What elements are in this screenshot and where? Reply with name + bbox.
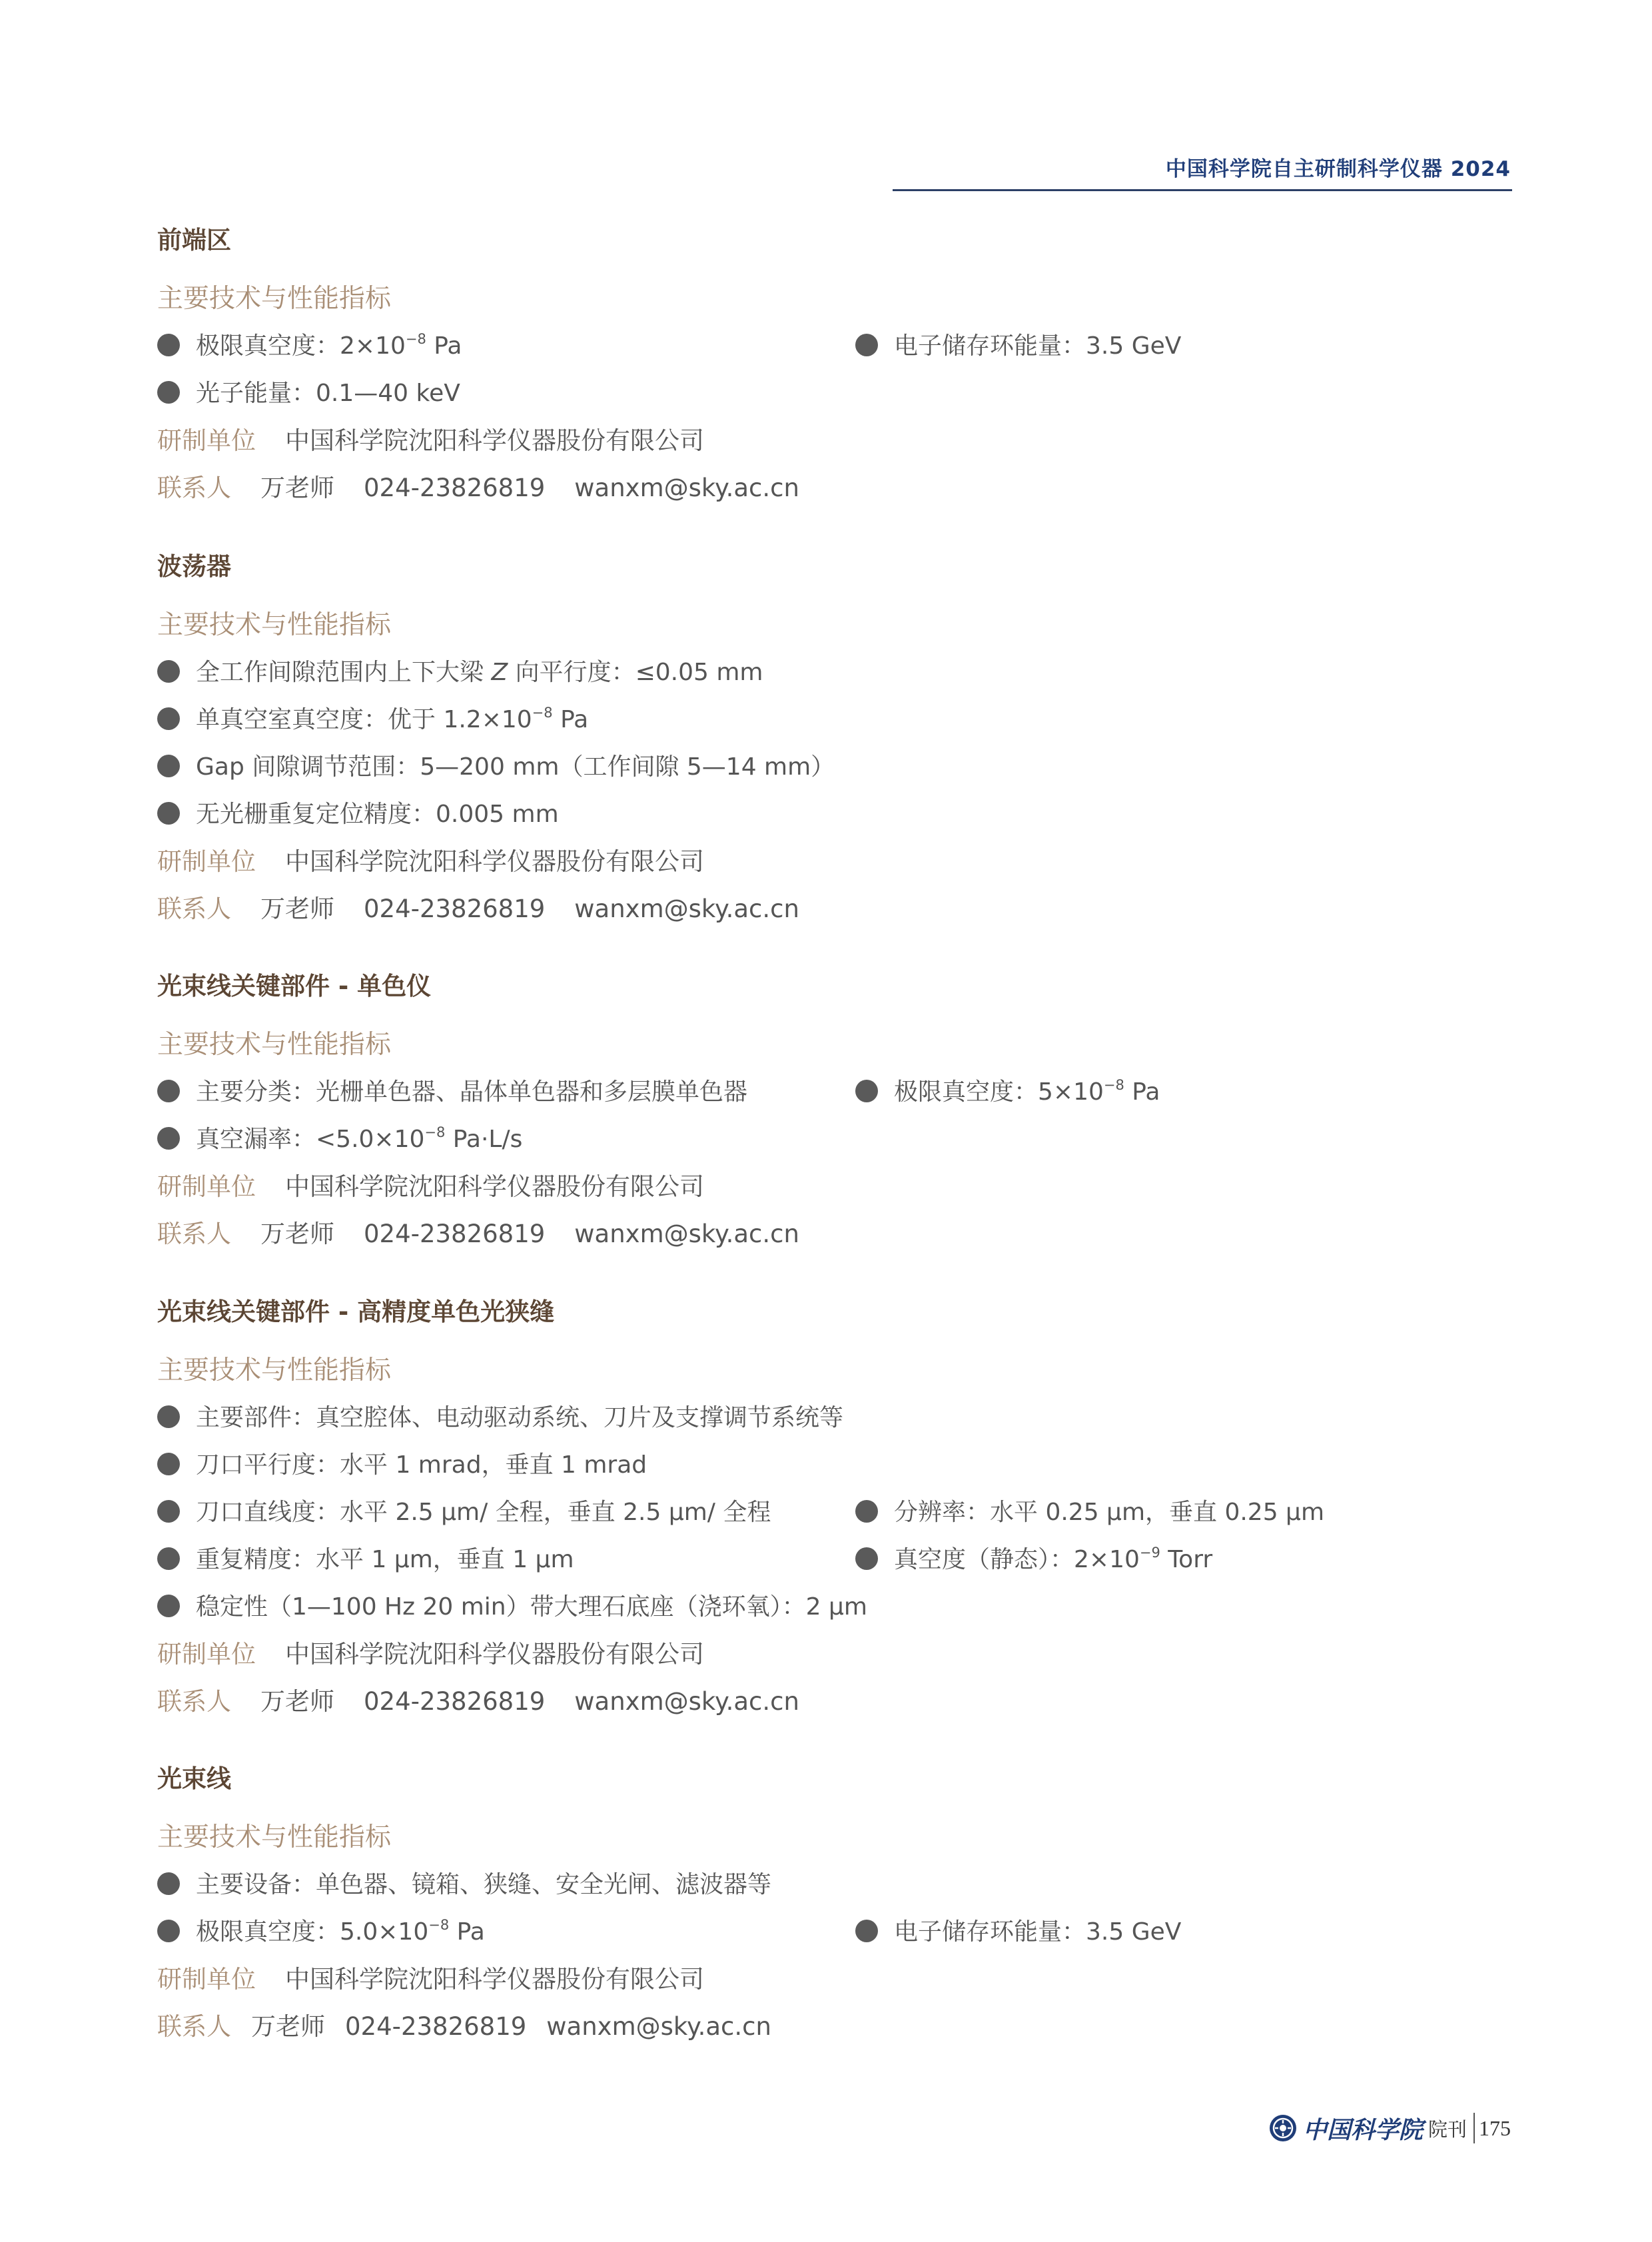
spec-item: 主要分类：光栅单色器、晶体单色器和多层膜单色器 [157,1068,747,1116]
specs-heading: 主要技术与性能指标 [157,1030,392,1060]
spec-row [157,370,1516,417]
contact-name: 万老师 [260,1220,334,1248]
spec-item: 真空度（静态）：$2\times 10^{-9}$ Torr [855,1536,1212,1583]
footer-brand: 中国科学院 [1302,2115,1423,2144]
bullet-icon [157,1080,180,1102]
contact-label: 联系人 [157,2012,231,2041]
contact-name: 万老师 [260,1687,334,1716]
contact-email: wanxm@sky.ac.cn [574,895,799,923]
spec-row [157,743,1516,791]
developer-name: 中国科学院沈阳科学仪器股份有限公司 [285,426,704,455]
developer-label: 研制单位 [157,1640,256,1669]
page-footer [1270,2108,1511,2148]
contact-name: 万老师 [251,2012,325,2041]
bullet-icon [157,1872,180,1895]
contact-email: wanxm@sky.ac.cn [574,1687,799,1716]
spec-item: 刀口直线度：水平 2.5 μm/ 全程，垂直 2.5 μm/ 全程 [157,1489,771,1536]
contact-name: 万老师 [260,474,334,502]
spec-item: 主要设备：单色器、镜箱、狭缝、安全光闸、滤波器等 [157,1861,771,1908]
header-rule [893,189,1512,191]
section-title: 光束线 [157,1764,231,1793]
developer-row [157,1956,1516,2003]
contact-name: 万老师 [260,895,334,923]
spec-row [157,1394,1516,1441]
footer-divider [1473,2113,1475,2143]
contact-email: wanxm@sky.ac.cn [574,1220,799,1248]
bullet-icon [855,1500,878,1523]
developer-name: 中国科学院沈阳科学仪器股份有限公司 [285,847,704,876]
section-title: 波荡器 [157,552,231,581]
spec-item: 重复精度：水平 1 μm，垂直 1 μm [157,1536,574,1583]
footer-issue: 院刊 [1428,2117,1467,2141]
bullet-icon [855,1080,878,1102]
spec-item: 单真空室真空度：优于 $1.2\times 10^{-8}$ Pa [157,696,588,743]
contact-row [157,2003,1516,2050]
developer-name: 中国科学院沈阳科学仪器股份有限公司 [285,1640,704,1669]
bullet-icon [157,381,180,404]
bullet-icon [157,334,180,356]
developer-row [157,417,1516,464]
contact-row [157,885,1516,933]
bullet-icon [157,1453,180,1475]
bullet-icon [157,1595,180,1617]
section-precision-slit [157,1296,1516,1725]
contact-label: 联系人 [157,474,231,502]
developer-name: 中国科学院沈阳科学仪器股份有限公司 [285,1172,704,1201]
spec-row [157,1583,1516,1631]
section-beamline [157,1762,1516,2050]
spec-item: 主要部件：真空腔体、电动驱动系统、刀片及支撑调节系统等 [157,1394,843,1441]
bullet-icon [855,1920,878,1942]
bullet-icon [855,1547,878,1570]
cas-emblem-icon [1270,2115,1296,2141]
contact-email: wanxm@sky.ac.cn [574,474,799,502]
spec-row [157,1068,1516,1116]
section-title: 光束线关键部件 - 单色仪 [157,972,432,1000]
contact-label: 联系人 [157,1687,231,1716]
spec-row [157,322,1516,370]
running-header: 中国科学院自主研制科学仪器 2024 [1165,157,1511,181]
spec-item: 电子储存环能量：3.5 GeV [855,322,1181,370]
specs-heading: 主要技术与性能指标 [157,1355,392,1385]
contact-label: 联系人 [157,895,231,923]
contact-phone: 024-23826819 [364,1220,546,1248]
contact-phone: 024-23826819 [364,474,546,502]
contact-phone: 024-23826819 [364,1687,546,1716]
bullet-icon [157,660,180,683]
developer-label: 研制单位 [157,1172,256,1201]
contact-row [157,1210,1516,1258]
spec-item: 极限真空度：$5.0\times 10^{-8}$ Pa [157,1908,485,1956]
spec-row [157,1536,1516,1583]
developer-row [157,1163,1516,1210]
bullet-icon [157,1920,180,1942]
spec-item: 分辨率：水平 0.25 μm，垂直 0.25 μm [855,1489,1324,1536]
section-monochromator [157,970,1516,1258]
contact-phone: 024-23826819 [364,895,546,923]
section-undulator [157,550,1516,933]
spec-row [157,1489,1516,1536]
contact-label: 联系人 [157,1220,231,1248]
spec-item: 极限真空度：$2\times 10^{-8}$ Pa [157,322,462,370]
contact-row [157,464,1516,512]
spec-row [157,1861,1516,1908]
developer-name: 中国科学院沈阳科学仪器股份有限公司 [285,1965,704,1994]
spec-row [157,1908,1516,1956]
spec-item: Gap 间隙调节范围：5—200 mm（工作间隙 5—14 mm） [157,743,835,791]
specs-heading: 主要技术与性能指标 [157,610,392,640]
spec-item: 刀口平行度：水平 1 mrad，垂直 1 mrad [157,1441,647,1489]
spec-row [157,1116,1516,1163]
spec-item: 极限真空度：$5\times 10^{-8}$ Pa [855,1068,1160,1116]
bullet-icon [157,707,180,730]
section-title: 光束线关键部件 - 高精度单色光狭缝 [157,1298,555,1326]
spec-item: 无光栅重复定位精度：0.005 mm [157,791,559,838]
bullet-icon [157,1405,180,1428]
contact-row [157,1678,1516,1725]
bullet-icon [157,1127,180,1150]
spec-item: 真空漏率：$<5.0\times 10^{-8}$ Pa·L/s [157,1116,522,1163]
spec-row [157,696,1516,743]
bullet-icon [157,1547,180,1570]
page-number: 175 [1479,2115,1511,2140]
spec-row [157,791,1516,838]
section-title: 前端区 [157,226,231,254]
developer-row [157,838,1516,885]
bullet-icon [157,1500,180,1523]
specs-heading: 主要技术与性能指标 [157,284,392,314]
spec-item: 全工作间隙范围内上下大梁 Z 向平行度：≤0.05 mm [157,649,763,696]
contact-phone: 024-23826819 [345,2012,527,2041]
developer-label: 研制单位 [157,1965,256,1994]
bullet-icon [855,334,878,356]
bullet-icon [157,802,180,825]
spec-row [157,649,1516,696]
section-front-end [157,224,1516,512]
spec-item: 电子储存环能量：3.5 GeV [855,1908,1181,1956]
spec-item: 稳定性（1—100 Hz 20 min）带大理石底座（浇环氧）：2 μm [157,1583,867,1631]
developer-row [157,1631,1516,1678]
developer-label: 研制单位 [157,426,256,455]
specs-heading: 主要技术与性能指标 [157,1822,392,1852]
contact-email: wanxm@sky.ac.cn [546,2012,771,2041]
spec-item: 光子能量：0.1—40 keV [157,370,460,417]
spec-row [157,1441,1516,1489]
bullet-icon [157,755,180,777]
developer-label: 研制单位 [157,847,256,876]
